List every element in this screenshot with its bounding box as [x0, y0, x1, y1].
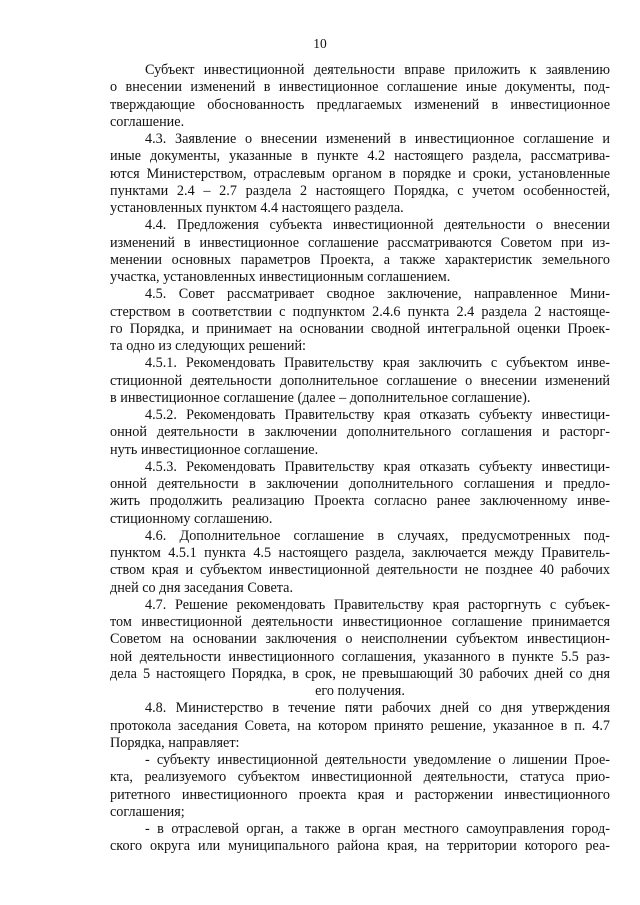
page-number: 10: [313, 36, 327, 51]
text-line: стиционной деятельности дополнительное соглашение о внесении изменений: [110, 372, 610, 389]
text-line: онной деятельности в заключении дополнительного соглашения и предло-: [110, 476, 610, 492]
text-line: 4.8. Министерство в течение пяти рабочих дней со дня утверждения: [145, 700, 610, 717]
text-line: соглашение.: [110, 113, 185, 130]
paragraph: [110, 700, 610, 752]
text-line: иные документы, указанные в пункте 4.2 настоящего раздела, рассматрива-: [110, 148, 610, 165]
paragraph: [110, 355, 610, 407]
text-line: ритетного инвестиционного проекта края и расторжении инвестиционного: [110, 786, 610, 803]
text-line: та одно из следующих решений:: [110, 338, 306, 354]
text-line: стерством в соответствии с подпунктом 2.4.6 пункта 2.4 раздела 2 настояще-: [110, 303, 610, 320]
paragraph: [110, 286, 610, 355]
text-line: го Порядка, и принимает на основании сводной интегральной оценки Проек-: [110, 320, 610, 337]
text-line: стиционному соглашению.: [110, 510, 273, 527]
text-line: 4.5. Совет рассматривает сводное заключение, направленное Мини-: [145, 286, 610, 303]
text-line: участка, установленных инвестиционным соглашением.: [110, 269, 451, 285]
text-line: пунктом 4.5.1 пункта 4.5 настоящего раздела, заключается между Правитель-: [110, 545, 610, 561]
paragraph: [110, 407, 610, 459]
text-line: - субъекту инвестиционной деятельности уведомление о лишении Прое-: [145, 752, 610, 768]
text-line: его получения.: [315, 683, 405, 699]
paragraph: [110, 821, 610, 856]
document-body: [110, 62, 610, 856]
paragraph: [110, 131, 610, 217]
text-line: тверждающие обоснованность предлагаемых изменений в инвестиционное: [110, 96, 610, 113]
text-line: дела 5 настоящего Порядка, в срок, не превышающий 30 рабочих дней со дня: [110, 665, 610, 682]
text-line: пунктами 2.4 – 2.7 раздела 2 настоящего Порядка, с учетом особенностей,: [110, 182, 610, 199]
text-line: ством края и субъектом инвестиционной деятельности не позднее 40 рабочих: [110, 562, 610, 579]
text-line: 4.7. Решение рекомендовать Правительству края расторгнуть с субъек-: [145, 596, 610, 613]
paragraph: [110, 62, 610, 131]
text-line: в инвестиционное соглашение (далее – дополнительное соглашение).: [110, 389, 531, 406]
paragraph: [110, 459, 610, 528]
text-line: жить продолжить реализацию Проекта согласно ранее заключенному инве-: [110, 493, 610, 510]
text-line: Советом на основании заключения о неисполнении субъектом инвестицион-: [110, 631, 610, 648]
text-line: ского округа или муниципального района края, на территории которого реа-: [110, 838, 610, 855]
text-line: протокола заседания Совета, на котором принято решение, указанное в п. 4.7: [110, 717, 610, 734]
text-line: 4.5.1. Рекомендовать Правительству края заключить с субъектом инве-: [145, 355, 610, 372]
text-line: нуть инвестиционное соглашение.: [110, 441, 319, 458]
text-line: изменений в инвестиционное соглашение рассматриваются Советом при из-: [110, 234, 610, 251]
text-line: 4.6. Дополнительное соглашение в случаях, предусмотренных под-: [145, 527, 610, 544]
text-line: дней со дня заседания Совета.: [110, 579, 294, 596]
paragraph: [110, 217, 610, 286]
text-line: 4.5.2. Рекомендовать Правительству края отказать субъекту инвестици-: [145, 407, 610, 423]
text-line: - в отраслевой орган, а также в орган местного самоуправления город-: [145, 821, 610, 837]
text-line: Субъект инвестиционной деятельности вправе приложить к заявлению: [145, 62, 610, 78]
paragraph: [110, 752, 610, 821]
text-line: онной деятельности в заключении дополнительного соглашения и расторг-: [110, 424, 610, 441]
text-line: менении основных параметров Проекта, а также характеристик земельного: [110, 251, 610, 268]
paragraph: [110, 528, 610, 597]
text-line: Порядка, направляет:: [110, 734, 240, 751]
text-line: кта, реализуемого субъектом инвестиционной деятельности, статуса прио-: [110, 769, 610, 786]
text-line: о внесении изменений в инвестиционное соглашение иные документы, под-: [110, 79, 610, 96]
text-line: 4.5.3. Рекомендовать Правительству края отказать субъекту инвестици-: [145, 458, 610, 475]
text-line: ются Министерством, отраслевым органом в порядке и сроки, установленные: [110, 165, 610, 182]
text-line: установленных пунктом 4.4 настоящего раздела.: [110, 200, 404, 216]
text-line: 4.4. Предложения субъекта инвестиционной деятельности о внесении: [145, 217, 610, 234]
text-line: соглашения;: [110, 803, 185, 820]
text-line: ной деятельности инвестиционного соглашения, указанного в пункте 5.5 раз-: [110, 648, 610, 665]
text-line: том инвестиционной деятельности инвестиционное соглашение принимается: [110, 614, 610, 630]
paragraph: [110, 597, 610, 701]
text-line: 4.3. Заявление о внесении изменений в инвестиционное соглашение и: [145, 131, 610, 147]
